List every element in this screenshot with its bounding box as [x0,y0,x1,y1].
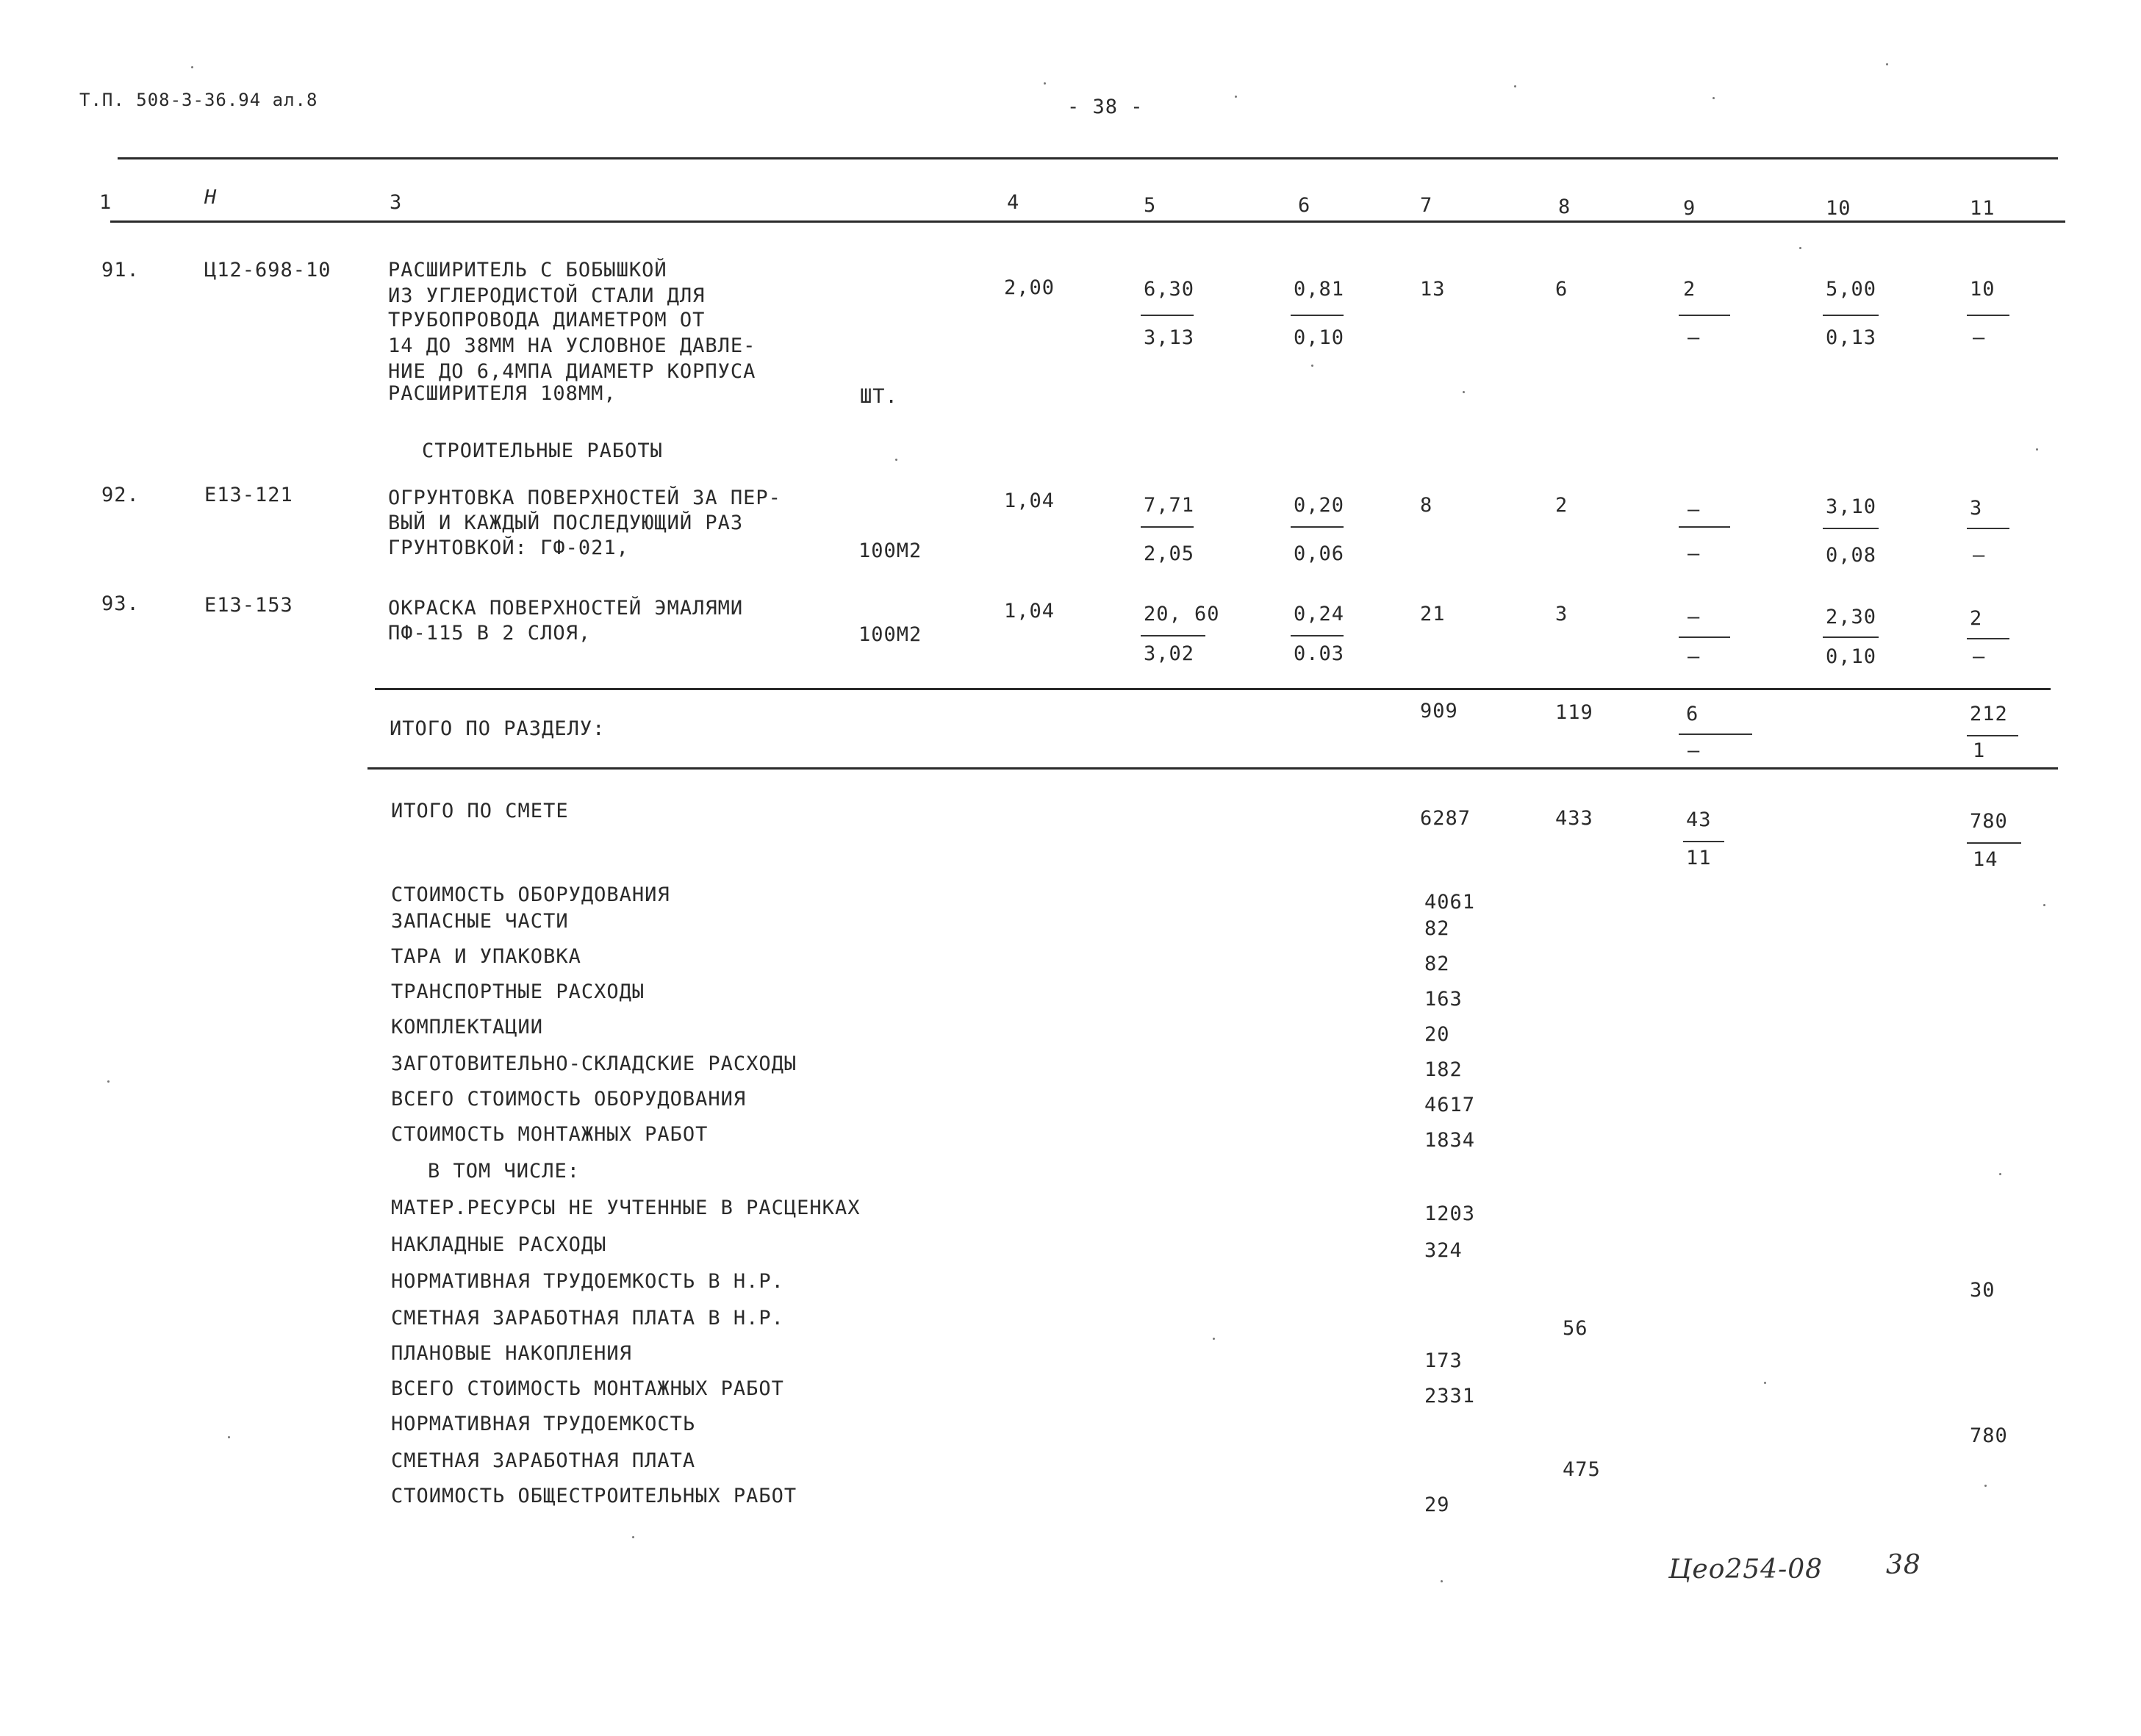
scan-dot [1713,97,1715,99]
cell-col4: 2,00 [1004,276,1055,299]
summary-value-col7: 82 [1424,953,1450,975]
page-number: - 38 - [1067,96,1144,118]
scan-dot [1514,85,1516,87]
row-number: 93. [101,592,140,615]
summary-label: ВСЕГО СТОИМОСТЬ ОБОРУДОВАНИЯ [391,1088,747,1111]
section-total-col9-top: 6 [1686,703,1699,725]
fraction-bar [1967,638,2009,639]
section-total-label: ИТОГО ПО РАЗДЕЛУ: [390,717,606,740]
fraction-bar [1679,315,1730,316]
summary-value-col8: 475 [1563,1458,1601,1481]
fraction-bar [1683,841,1724,842]
cell-col9-bottom: – [1688,645,1701,668]
scan-dot [1044,82,1046,85]
row-description-line: ТРУБОПРОВОДА ДИАМЕТРОМ ОТ [388,309,706,331]
column-header: 3 [390,191,403,214]
summary-value-col11: 780 [1970,1424,2008,1447]
estimate-total-col11-bottom: 14 [1973,848,1998,871]
summary-value-col7: 4061 [1424,891,1476,914]
summary-label: СТОИМОСТЬ МОНТАЖНЫХ РАБОТ [391,1123,709,1146]
scan-dot [1441,1580,1443,1582]
cell-col11-bottom: – [1973,645,1986,668]
cell-col5-bottom: 3,13 [1144,326,1195,349]
summary-value-col11: 30 [1970,1279,1995,1302]
cell-col9-top: – [1688,606,1701,628]
summary-label: МАТЕР.РЕСУРСЫ НЕ УЧТЕННЫЕ В РАСЦЕНКАХ [391,1197,861,1219]
cell-col6-top: 0,20 [1294,494,1345,517]
section-total-col11-top: 212 [1970,703,2008,725]
section-total-top-rule [375,688,2051,690]
estimate-total-col11-top: 780 [1970,810,2008,833]
fraction-bar [1141,526,1194,528]
summary-label: НАКЛАДНЫЕ РАСХОДЫ [391,1233,607,1256]
cell-col10-bottom: 0,10 [1826,645,1877,668]
scan-dot [191,66,193,68]
summary-value-col7: 173 [1424,1349,1463,1372]
fraction-bar [1967,315,2009,316]
cell-col7: 8 [1420,494,1433,517]
cell-col10-bottom: 0,08 [1826,544,1877,567]
section-total-col8: 119 [1555,701,1593,724]
cell-col10-top: 3,10 [1826,495,1877,518]
document-reference: Т.П. 508-3-36.94 ал.8 [79,90,318,110]
summary-label: СМЕТНАЯ ЗАРАБОТНАЯ ПЛАТА В Н.Р. [391,1307,784,1330]
fraction-bar [1967,735,2018,736]
fraction-bar [1291,635,1344,636]
column-header: 1 [99,191,112,214]
column-header: 7 [1420,194,1433,217]
fraction-bar [1679,526,1730,528]
fraction-bar [1141,635,1205,636]
scan-dot [228,1436,230,1438]
estimate-total-col9-bottom: 11 [1686,847,1712,869]
scan-dot [1213,1338,1215,1340]
fraction-bar [1823,315,1879,316]
scan-dot [2036,448,2038,451]
column-header: 6 [1298,194,1311,217]
header-bottom-rule [110,220,2065,223]
cell-col9-bottom: – [1688,326,1701,349]
cell-col5-top: 7,71 [1144,494,1195,517]
summary-value-col7: 324 [1424,1239,1463,1262]
row-description-line: ОКРАСКА ПОВЕРХНОСТЕЙ ЭМАЛЯМИ [388,597,744,620]
cell-col11-top: 2 [1970,607,1983,630]
row-unit: 100М2 [858,623,922,646]
summary-value-col7: 4617 [1424,1094,1476,1116]
row-code: Е13-153 [204,594,293,617]
fraction-bar [1291,526,1344,528]
row-unit: 100М2 [858,539,922,562]
summary-label: СТОИМОСТЬ ОБОРУДОВАНИЯ [391,883,670,906]
scan-dot [632,1536,634,1538]
summary-label: СТОИМОСТЬ ОБЩЕСТРОИТЕЛЬНЫХ РАБОТ [391,1485,797,1507]
fraction-bar [1823,528,1879,529]
cell-col6-bottom: 0.03 [1294,642,1345,665]
summary-value-col7: 2331 [1424,1385,1476,1407]
summary-value-col7: 1834 [1424,1129,1476,1152]
summary-value-col7: 1203 [1424,1202,1476,1225]
cell-col8: 6 [1555,278,1568,301]
fraction-bar [1291,315,1344,316]
column-header: 10 [1826,197,1851,220]
row-description-line: 14 ДО 38ММ НА УСЛОВНОЕ ДАВЛЕ- [388,334,756,357]
scan-dot [1463,391,1465,393]
archive-stamp: Цео254-08 [1668,1554,1823,1585]
row-unit: ШТ. [860,385,898,408]
scan-dot [1886,63,1888,65]
cell-col9-top: 2 [1683,278,1696,301]
column-header: 8 [1558,196,1571,218]
row-description-line: РАСШИРИТЕЛЯ 108ММ, [388,382,617,405]
summary-label: ТАРА И УПАКОВКА [391,945,581,968]
scan-dot [1984,1485,1987,1487]
column-header: 9 [1683,197,1696,220]
cell-col9-bottom: – [1688,542,1701,565]
summary-label: ПЛАНОВЫЕ НАКОПЛЕНИЯ [391,1342,632,1365]
scan-dot [1999,1173,2001,1175]
cell-col10-top: 2,30 [1826,606,1877,628]
row-code: Е13-121 [204,484,293,506]
cell-col7: 21 [1420,603,1446,625]
summary-label: ТРАНСПОРТНЫЕ РАСХОДЫ [391,980,645,1003]
section-total-col9-bottom: – [1688,739,1701,762]
column-header: 4 [1007,191,1020,214]
summary-value-col7: 29 [1424,1493,1450,1516]
summary-value-col7: 20 [1424,1023,1450,1046]
cell-col4: 1,04 [1004,489,1055,512]
summary-value-col7: 182 [1424,1058,1463,1081]
cell-col8: 3 [1555,603,1568,625]
summary-label: ЗАПАСНЫЕ ЧАСТИ [391,910,569,933]
scan-dot [1235,96,1237,98]
fraction-bar [1823,636,1879,638]
scan-dot [895,459,897,461]
cell-col10-top: 5,00 [1826,278,1877,301]
column-header: 11 [1970,197,1995,220]
cell-col7: 13 [1420,278,1446,301]
cell-col6-bottom: 0,10 [1294,326,1345,349]
estimate-total-col9-top: 43 [1686,808,1712,831]
row-description-line: ГРУНТОВКОЙ: ГФ-021, [388,537,629,559]
row-description-line: РАСШИРИТЕЛЬ С БОБЫШКОЙ [388,259,667,281]
cell-col9-top: – [1688,498,1701,521]
column-header: 5 [1144,194,1157,217]
column-header: Н [204,186,218,209]
row-description-line: ИЗ УГЛЕРОДИСТОЙ СТАЛИ ДЛЯ [388,284,706,307]
summary-value-col7: 163 [1424,988,1463,1011]
section-total-bottom-rule [367,767,2058,770]
cell-col5-top: 20, 60 [1144,603,1220,625]
scan-dot [107,1080,110,1083]
cell-col11-bottom: – [1973,326,1986,349]
row-description-line: НИЕ ДО 6,4МПА ДИАМЕТР КОРПУСА [388,360,756,383]
cell-col4: 1,04 [1004,600,1055,623]
fraction-bar [1679,636,1730,638]
scan-dot [1799,247,1801,249]
row-description-line: ВЫЙ И КАЖДЫЙ ПОСЛЕДУЮЩИЙ РАЗ [388,512,744,534]
table-top-rule [118,157,2058,159]
section-total-col7: 909 [1420,700,1458,722]
cell-col6-top: 0,81 [1294,278,1345,301]
row-number: 91. [101,259,140,281]
fraction-bar [1679,734,1752,735]
section-total-col11-bottom: 1 [1973,739,1986,762]
estimate-total-col8: 433 [1555,807,1593,830]
estimate-total-col7: 6287 [1420,807,1471,830]
scan-dot [1764,1382,1766,1384]
cell-col6-top: 0,24 [1294,603,1345,625]
cell-col11-bottom: – [1973,544,1986,567]
cell-col5-bottom: 2,05 [1144,542,1195,565]
summary-label: ЗАГОТОВИТЕЛЬНО-СКЛАДСКИЕ РАСХОДЫ [391,1052,797,1075]
cell-col8: 2 [1555,494,1568,517]
cell-col10-bottom: 0,13 [1826,326,1877,349]
row-number: 92. [101,484,140,506]
estimate-total-label: ИТОГО ПО СМЕТЕ [391,800,569,822]
row-description-line: ОГРУНТОВКА ПОВЕРХНОСТЕЙ ЗА ПЕР- [388,487,781,509]
summary-value-col8: 56 [1563,1317,1588,1340]
cell-col6-bottom: 0,06 [1294,542,1345,565]
fraction-bar [1967,528,2009,529]
row-code: Ц12-698-10 [204,259,331,281]
summary-label: КОМПЛЕКТАЦИИ [391,1016,544,1039]
summary-value-col7: 82 [1424,917,1450,940]
cell-col11-top: 10 [1970,278,1995,301]
summary-subheading: В ТОМ ЧИСЛЕ: [428,1160,581,1183]
cell-col5-top: 6,30 [1144,278,1195,301]
scan-dot [1311,365,1313,367]
fraction-bar [1141,315,1194,316]
section-heading: СТРОИТЕЛЬНЫЕ РАБОТЫ [422,440,663,462]
row-description-line: ПФ-115 В 2 СЛОЯ, [388,622,592,645]
scan-dot [2043,904,2045,906]
summary-label: ВСЕГО СТОИМОСТЬ МОНТАЖНЫХ РАБОТ [391,1377,784,1400]
summary-label: НОРМАТИВНАЯ ТРУДОЕМКОСТЬ В Н.Р. [391,1270,784,1293]
fraction-bar [1967,842,2021,844]
footer-page-number: 38 [1886,1550,1921,1580]
summary-label: СМЕТНАЯ ЗАРАБОТНАЯ ПЛАТА [391,1449,696,1472]
summary-label: НОРМАТИВНАЯ ТРУДОЕМКОСТЬ [391,1413,696,1435]
cell-col11-top: 3 [1970,497,1983,520]
cell-col5-bottom: 3,02 [1144,642,1195,665]
